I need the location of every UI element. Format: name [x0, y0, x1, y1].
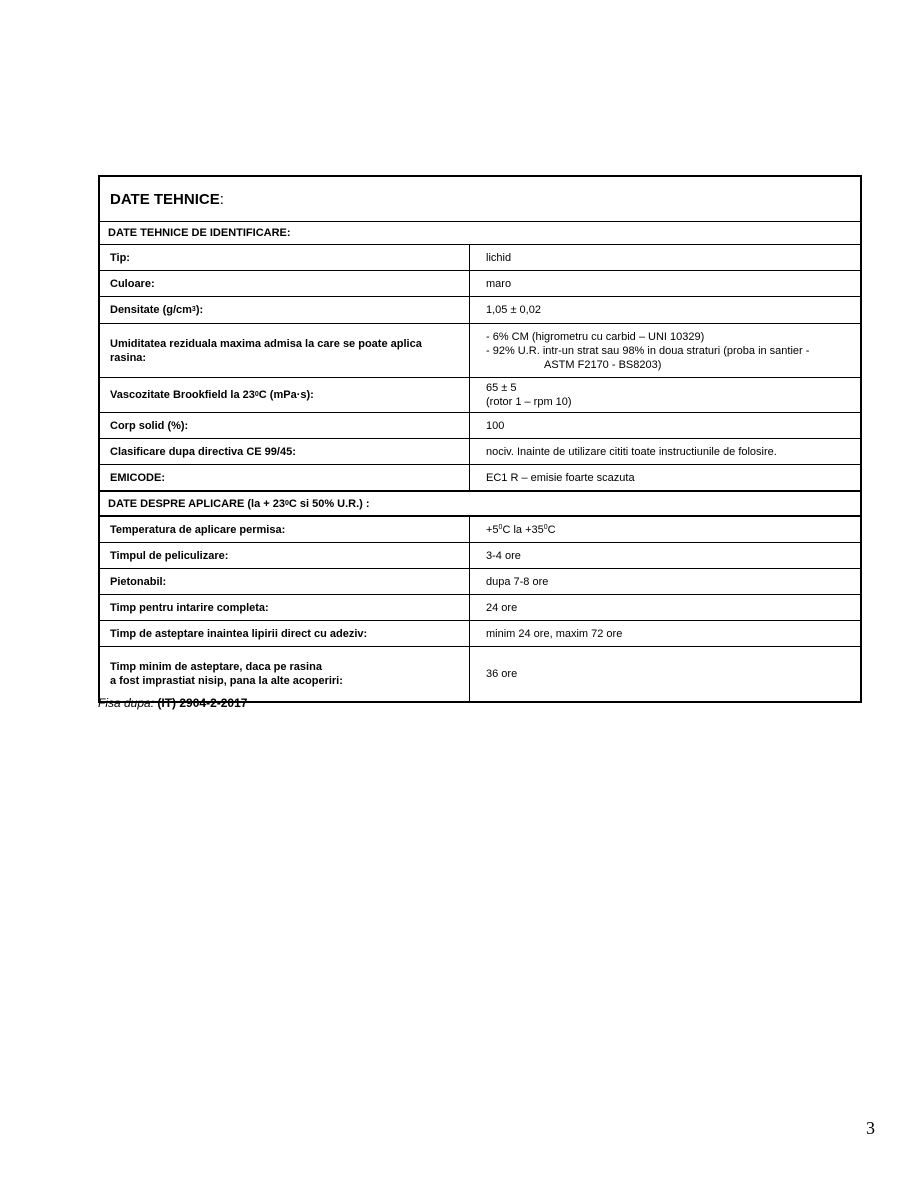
- label-text: ):: [195, 304, 204, 316]
- superscript: 0: [543, 523, 548, 531]
- section-text: DATE DESPRE APLICARE (la + 23: [108, 497, 285, 510]
- table-row: [100, 438, 860, 464]
- table-row: [100, 620, 860, 646]
- source-reference: [98, 696, 247, 710]
- source-label: Fisa dupa:: [98, 696, 155, 710]
- technical-data-table: [98, 175, 862, 703]
- source-code: (IT) 2904-2-2017: [157, 696, 248, 710]
- value-line: - 6% CM (higrometru cu carbid – UNI 10329): [486, 330, 705, 343]
- row-label: Timp pentru intarire completa:: [100, 595, 470, 620]
- row-label: Temperatura de aplicare permisa:: [100, 517, 470, 542]
- title-text: DATE TEHNICE: [110, 190, 220, 208]
- row-label: Pietonabil:: [100, 569, 470, 594]
- table-row: [100, 594, 860, 620]
- table-row: [100, 517, 860, 542]
- value-line: 65 ± 5: [486, 382, 517, 394]
- application-rows: [100, 517, 860, 701]
- row-label: Corp solid (%):: [100, 413, 470, 438]
- row-label: Vascozitate Brookfield la 23 0 C (mPa·s):: [100, 378, 470, 412]
- value-text: C la +35: [502, 523, 544, 536]
- row-label: Culoare:: [100, 271, 470, 296]
- table-row: [100, 377, 860, 412]
- row-value: 100: [486, 419, 505, 432]
- value-text: C: [547, 523, 556, 536]
- table-row: [100, 296, 860, 323]
- table-row: [100, 464, 860, 490]
- row-value: 24 ore: [486, 601, 518, 614]
- table-row: [100, 568, 860, 594]
- page-number: 3: [866, 1118, 875, 1138]
- table-row: [100, 245, 860, 270]
- label-line: a fost imprastiat nisip, pana la alte acoperiri:: [110, 675, 343, 687]
- row-value: minim 24 ore, maxim 72 ore: [486, 627, 623, 640]
- label-text: Densitate (g/cm: [110, 304, 192, 316]
- row-value: maro: [486, 277, 512, 290]
- label-text: C (mPa·s):: [258, 389, 314, 401]
- title-colon: :: [219, 190, 224, 208]
- section-text: C si 50% U.R.) :: [288, 497, 370, 510]
- value-line: - 92% U.R. intr-un strat sau 98% in doua straturi (proba in santier -: [486, 344, 810, 357]
- label-text: Vascozitate Brookfield la 23: [110, 389, 255, 401]
- section-application-header: DATE DESPRE APLICARE (la + 23 0 C si 50% U.R.) :: [100, 490, 860, 517]
- row-value: 3-4 ore: [486, 549, 521, 562]
- row-value: nociv. Inainte de utilizare cititi toate instructiunile de folosire.: [486, 445, 777, 458]
- table-row: [100, 412, 860, 438]
- row-label: Timp de asteptare inaintea lipirii direct cu adeziv:: [100, 621, 470, 646]
- row-value: [470, 324, 860, 377]
- row-value: [470, 378, 860, 412]
- table-row: [100, 270, 860, 296]
- superscript: 0: [498, 523, 503, 531]
- value-line: (rotor 1 – rpm 10): [486, 396, 572, 408]
- table-row: [100, 542, 860, 568]
- row-value: [470, 517, 860, 542]
- table-title: [100, 177, 860, 222]
- row-value: lichid: [486, 251, 512, 264]
- row-label: Densitate (g/cm 3 ):: [100, 297, 470, 323]
- table-row: [100, 323, 860, 377]
- row-value: 36 ore: [486, 668, 518, 680]
- value-line: ASTM F2170 - BS8203): [544, 358, 662, 371]
- row-label: Umiditatea reziduala maxima admisa la care se poate aplica rasina:: [100, 324, 470, 377]
- row-value: 1,05 ± 0,02: [486, 304, 541, 316]
- row-label: Timpul de peliculizare:: [100, 543, 470, 568]
- section-identification-header: DATE TEHNICE DE IDENTIFICARE:: [100, 222, 860, 245]
- row-label: EMICODE:: [100, 465, 470, 490]
- label-line: Timp minim de asteptare, daca pe rasina: [110, 661, 322, 673]
- identification-rows: [100, 245, 860, 490]
- value-text: +5: [486, 523, 499, 536]
- table-row: [100, 646, 860, 701]
- row-label: Clasificare dupa directiva CE 99/45:: [100, 439, 470, 464]
- row-value: dupa 7-8 ore: [486, 575, 549, 588]
- row-label: Tip:: [100, 245, 470, 270]
- row-label: [100, 647, 470, 701]
- row-value: EC1 R – emisie foarte scazuta: [486, 471, 635, 484]
